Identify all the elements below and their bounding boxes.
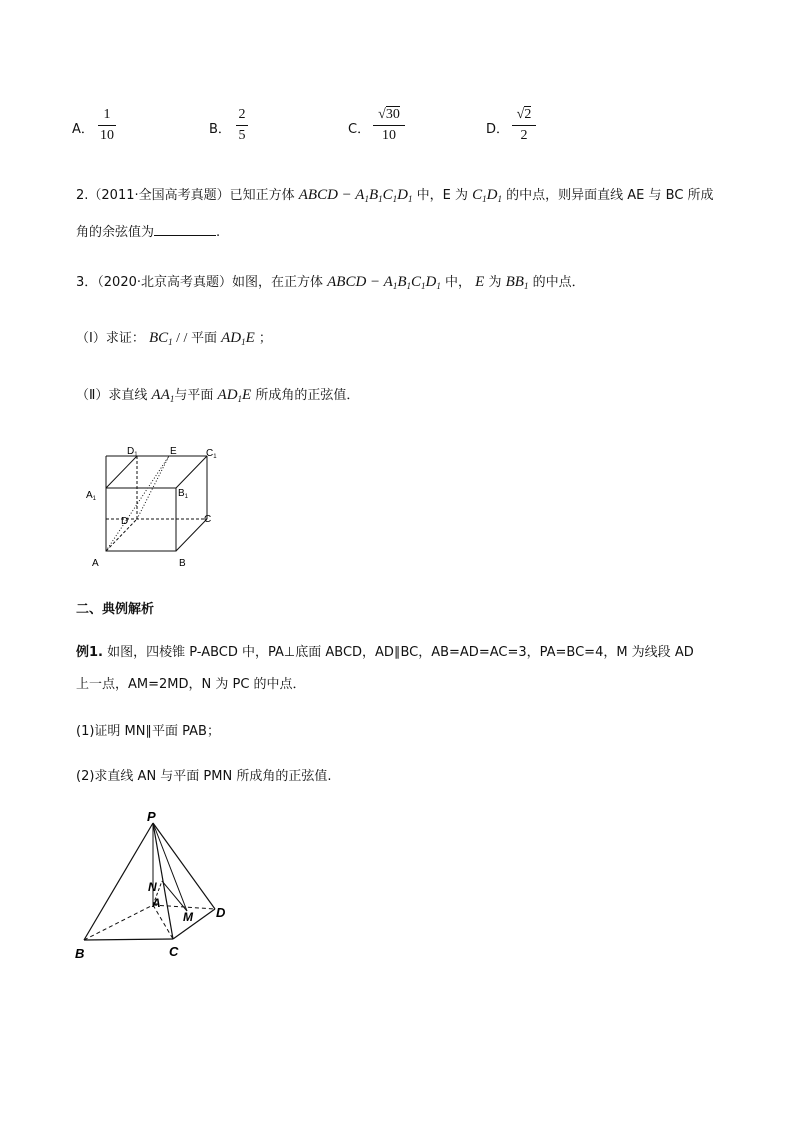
q3-part-1 bbox=[76, 327, 272, 347]
label-m: M bbox=[183, 910, 193, 924]
q3-p2-end: 所成角的正弦值． bbox=[255, 388, 360, 403]
option-b-denominator: 5 bbox=[238, 128, 246, 143]
q3-p2-mid: 与平面 bbox=[174, 388, 214, 403]
q2-prefix: 2.（2011·全国高考真题）已知正方体 bbox=[76, 188, 295, 203]
example1-line-1 bbox=[76, 641, 694, 660]
answer-blank[interactable] bbox=[154, 223, 216, 236]
q3-aa1 bbox=[152, 387, 175, 403]
subscript: 1 bbox=[407, 194, 413, 204]
option-c-label: C． bbox=[348, 122, 371, 137]
parallel-symbol: / / bbox=[172, 331, 191, 346]
q2-c1d1 bbox=[472, 187, 502, 203]
q2-cube-name bbox=[299, 187, 413, 203]
math-text: D bbox=[397, 187, 408, 203]
fraction-bar bbox=[512, 125, 536, 126]
q3-p1-mid: 平面 bbox=[190, 331, 217, 346]
q3-ad1e bbox=[221, 330, 255, 346]
sqrt-icon: √ bbox=[516, 107, 525, 122]
math-text: BC bbox=[148, 330, 169, 346]
q3-part-2 bbox=[76, 384, 359, 404]
subscript: 1 bbox=[364, 194, 369, 204]
q2-middle: 中，E 为 bbox=[416, 188, 468, 203]
label-p: P bbox=[147, 809, 156, 824]
label-d: D bbox=[121, 516, 129, 527]
q2-line2-text: 角的余弦值为 bbox=[76, 225, 155, 240]
option-b-numerator: 2 bbox=[238, 107, 246, 122]
edge-pd bbox=[153, 823, 215, 909]
math-text: D bbox=[425, 274, 437, 290]
option-a-label: A． bbox=[72, 122, 94, 137]
label-b: B bbox=[75, 946, 85, 961]
cube-edge bbox=[176, 519, 207, 551]
label-c: C bbox=[204, 514, 212, 525]
q3-prefix: 3．（2020·北京高考真题）如图，在正方体 bbox=[76, 275, 323, 290]
label-a1: $A_1$ bbox=[86, 490, 97, 502]
option-a-fraction bbox=[98, 107, 116, 144]
option-c-denominator: 10 bbox=[382, 128, 396, 143]
subscript: 1 bbox=[237, 394, 243, 404]
math-text: BB bbox=[505, 274, 524, 290]
edge-cd bbox=[173, 909, 215, 939]
math-text: ABCD − A bbox=[298, 187, 365, 203]
subscript: 1 bbox=[378, 194, 383, 204]
label-d: D bbox=[216, 905, 226, 920]
q2-end: . bbox=[216, 225, 221, 240]
option-b-fraction bbox=[236, 107, 248, 144]
option-a-numerator: 1 bbox=[103, 107, 111, 122]
fraction-bar bbox=[98, 125, 116, 126]
math-text: D bbox=[486, 187, 498, 203]
edge-bc bbox=[84, 939, 173, 940]
math-text: AA bbox=[151, 387, 170, 403]
math-text: AD bbox=[217, 387, 238, 403]
q3-line-1 bbox=[76, 271, 585, 291]
math-text: C bbox=[382, 187, 393, 203]
pyramid-figure bbox=[70, 808, 240, 963]
subscript: 1 bbox=[392, 281, 398, 291]
math-text: B bbox=[368, 187, 379, 203]
cube-figure bbox=[82, 440, 232, 575]
math-text: ABCD − A bbox=[327, 274, 393, 290]
q2-suffix: 的中点，则异面直线 AE 与 BC 所成 bbox=[506, 188, 714, 203]
math-text: B bbox=[397, 274, 407, 290]
subscript: 1 bbox=[497, 194, 502, 204]
hidden-ad bbox=[153, 905, 215, 909]
example1-part-2: (2)求直线 AN 与平面 PMN 所成角的正弦值. bbox=[76, 769, 332, 784]
sqrt-icon: √ bbox=[378, 107, 386, 122]
option-c-numerator bbox=[373, 107, 405, 123]
option-c-fraction bbox=[373, 107, 405, 144]
q3-p2-label: （Ⅱ）求直线 bbox=[76, 388, 148, 403]
subscript: 1 bbox=[169, 394, 175, 404]
option-d-fraction bbox=[512, 107, 536, 144]
math-text: C bbox=[472, 187, 483, 203]
option-d-radicand: 2 bbox=[524, 107, 532, 122]
label-b1: $B_1$ bbox=[178, 488, 189, 500]
option-d-denominator: 2 bbox=[520, 128, 528, 143]
q3-bc1 bbox=[149, 330, 173, 346]
section-title: 二、典例解析 bbox=[76, 602, 155, 617]
option-d-label: D． bbox=[486, 122, 510, 137]
label-b: B bbox=[179, 558, 186, 569]
q3-suffix: 的中点． bbox=[532, 275, 585, 290]
subscript: 1 bbox=[168, 337, 173, 347]
label-d1: $D_1$ bbox=[127, 446, 138, 458]
option-b-label: B． bbox=[209, 122, 231, 137]
fraction-bar bbox=[236, 125, 248, 126]
option-c-radicand: 30 bbox=[385, 107, 400, 122]
q3-middle: 中， bbox=[445, 275, 472, 290]
subscript: 1 bbox=[241, 337, 246, 347]
cube-edge bbox=[176, 456, 207, 488]
example1-text-1: 如图，四棱锥 P-ABCD 中，PA⊥底面 ABCD，AD∥BC，AB=AD=AC=3，PA=BC=4，M 为线段 AD bbox=[102, 645, 694, 660]
example1-line-2: 上一点，AM=2MD，N 为 PC 的中点． bbox=[76, 677, 306, 692]
q3-cube-name bbox=[327, 274, 441, 290]
option-d-numerator bbox=[512, 107, 536, 123]
example1-part-1: (1)证明 MN∥平面 PAB； bbox=[76, 724, 220, 739]
subscript: 1 bbox=[392, 194, 398, 204]
math-text: E bbox=[245, 330, 255, 346]
label-a: A bbox=[92, 558, 99, 569]
q3-p1-label: （Ⅰ）求证： bbox=[76, 331, 145, 346]
q3-ad1e-2 bbox=[218, 387, 252, 403]
label-a: A bbox=[152, 896, 161, 910]
label-n: N bbox=[148, 880, 157, 894]
example1-label: 例1. bbox=[76, 645, 103, 660]
q3-p1-end: ； bbox=[258, 331, 272, 346]
label-c1: $C_1$ bbox=[206, 448, 217, 460]
q3-middle2: 为 bbox=[488, 275, 502, 290]
label-e: E bbox=[170, 446, 177, 457]
math-text: E bbox=[242, 387, 252, 403]
q3-bb1 bbox=[506, 274, 529, 290]
cube-edge bbox=[106, 456, 137, 488]
q3-point-e: E bbox=[475, 274, 485, 290]
label-c: C bbox=[169, 944, 179, 959]
math-text: C bbox=[411, 274, 422, 290]
fraction-bar bbox=[373, 125, 405, 126]
subscript: 1 bbox=[406, 281, 411, 291]
subscript: 1 bbox=[421, 281, 426, 291]
math-text: AD bbox=[221, 330, 242, 346]
option-a-denominator: 10 bbox=[100, 128, 114, 143]
subscript: 1 bbox=[523, 281, 529, 291]
subscript: 1 bbox=[482, 194, 487, 204]
q2-line-2 bbox=[76, 221, 220, 240]
subscript: 1 bbox=[436, 281, 441, 291]
q2-line-1 bbox=[76, 184, 714, 204]
